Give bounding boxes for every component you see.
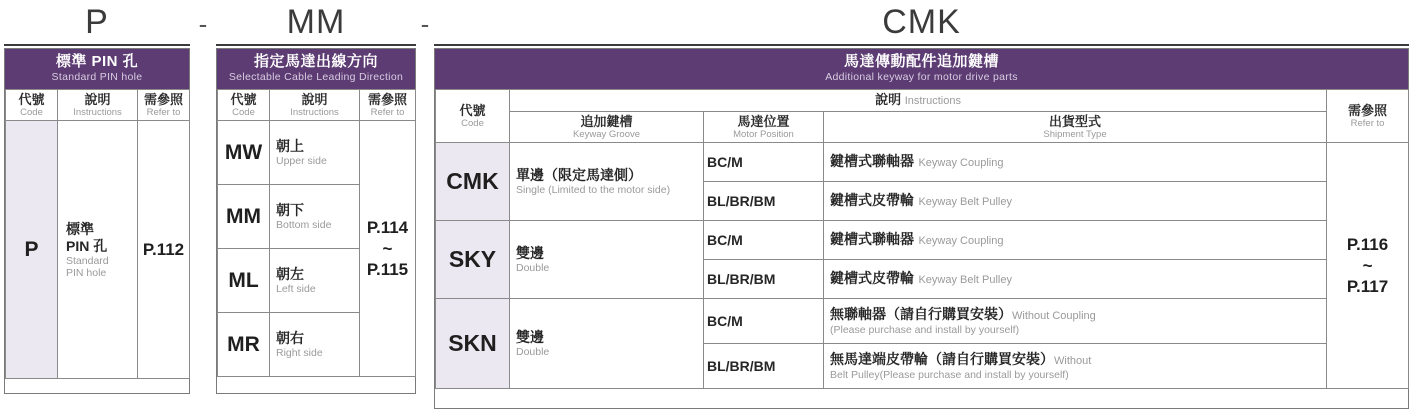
block3-header-cn: 馬達傳動配件追加鍵槽 (843, 53, 999, 70)
block1-table (5, 89, 190, 379)
block1-col-code (6, 90, 58, 121)
block2-row-3-code: MR (218, 313, 270, 377)
block2-col-refer-en: Refer to (370, 107, 405, 118)
block3-refer-line2: ~ (1362, 256, 1373, 275)
block3-col-code (436, 90, 510, 143)
block2-row-3-cn: 朝右 (276, 330, 304, 346)
block3-group-0-keyway-en: Single (Limited to the motor side) (516, 184, 671, 196)
block2-col-desc-en: Instructions (290, 107, 339, 118)
code-row (0, 0, 1415, 44)
code-dash-2: - (420, 9, 430, 39)
block3-group-0-keyway (510, 143, 704, 221)
table-row (436, 221, 1409, 260)
code-label-p: P (85, 3, 109, 41)
block-cable-leading-direction (216, 48, 416, 394)
block3-group-0-keyway-cn: 單邊（限定馬達側） (516, 167, 642, 183)
block3-group-2-row-1-ship (824, 344, 1327, 389)
block1-row-desc-cn-1: 標準 (66, 220, 94, 237)
block2-row-0-cn: 朝上 (276, 138, 304, 154)
code-label-cmk: CMK (882, 3, 961, 41)
block2-row-3-desc (270, 313, 360, 377)
block3-subcol-position-cn: 馬達位置 (737, 114, 790, 129)
block3-group-1-row-0-ship-cn: 鍵槽式聯軸器 (830, 231, 914, 247)
block3-group-2-row-0-ship-cn: 無聯軸器（請自行購買安裝） (830, 306, 1012, 323)
block3-col-refer (1327, 90, 1409, 143)
block-standard-pin-hole (4, 48, 190, 394)
block1-row-code: P (6, 121, 58, 379)
block1-row-desc (58, 121, 138, 379)
block3-group-2-row-0-ship-en: Without Coupling (1012, 310, 1096, 323)
table-header-row (6, 90, 190, 121)
block2-col-code (218, 90, 270, 121)
block3-group-1-row-1-position: BL/BR/BM (704, 260, 824, 299)
block3-group-1-row-0-position: BC/M (704, 221, 824, 260)
block3-group-2-code: SKN (436, 299, 510, 389)
block2-col-desc (270, 90, 360, 121)
block3-group-2-row-0-position: BC/M (704, 299, 824, 344)
block3-group-0-row-0-ship (824, 143, 1327, 182)
block3-subcol-ship (824, 112, 1327, 143)
block3-group-0-row-0-ship-en: Keyway Coupling (918, 157, 1004, 169)
block1-header-en: Standard PIN hole (51, 71, 143, 83)
block2-table (217, 89, 416, 377)
block3-group-1-keyway (510, 221, 704, 299)
block3-subcol-ship-en: Shipment Type (1043, 129, 1107, 140)
table-row (218, 121, 416, 185)
block2-row-0-desc (270, 121, 360, 185)
block2-row-2-desc (270, 249, 360, 313)
table-header-row (436, 90, 1409, 112)
block3-subcol-position-en: Motor Position (733, 129, 794, 140)
block3-col-code-en: Code (461, 118, 484, 129)
block2-col-refer-cn: 需參照 (367, 92, 407, 107)
block2-refer-line3: P.115 (366, 260, 409, 279)
block3-group-2-row-0-ship (824, 299, 1327, 344)
block1-col-refer (138, 90, 190, 121)
table-header-row (218, 90, 416, 121)
block1-row-desc-cn-2: PIN 孔 (66, 237, 108, 254)
block1-header (5, 49, 189, 89)
block3-group-1-row-0-ship (824, 221, 1327, 260)
code-label-mm: MM (286, 3, 346, 41)
block3-col-group-cn: 說明 (875, 92, 902, 107)
block3-group-0-row-0-position: BC/M (704, 143, 824, 182)
block2-row-0-en: Upper side (276, 155, 327, 167)
block3-col-group (510, 90, 1327, 112)
block2-row-1-desc (270, 185, 360, 249)
block2-header-en: Selectable Cable Leading Direction (228, 71, 404, 83)
block2-row-1-code: MM (218, 185, 270, 249)
block2-row-3-en: Right side (276, 347, 323, 359)
block3-group-0-row-0-ship-cn: 鍵槽式聯軸器 (830, 153, 914, 169)
block3-col-group-en: Instructions (904, 95, 961, 107)
table-row (6, 121, 190, 379)
block3-group-1-keyway-en: Double (516, 262, 550, 274)
block3-group-2-keyway-cn: 雙邊 (516, 329, 544, 345)
block3-group-2-row-1-ship-en2: Belt Pulley(Please purchase and install by yourself) (830, 368, 1069, 381)
block1-header-cn: 標準 PIN 孔 (55, 53, 139, 70)
block3-col-refer-en: Refer to (1350, 118, 1385, 129)
block3-group-1-row-1-ship (824, 260, 1327, 299)
block-additional-keyway (434, 48, 1409, 409)
block1-col-code-cn: 代號 (18, 92, 45, 107)
block2-header-cn: 指定馬達出線方向 (253, 53, 378, 70)
block3-group-0-row-1-ship-en: Keyway Belt Pulley (918, 196, 1012, 208)
code-underline-mm (216, 44, 416, 46)
block3-group-1-keyway-cn: 雙邊 (516, 245, 544, 261)
block2-col-code-cn: 代號 (230, 92, 257, 107)
block1-row-refer: P.112 (138, 121, 190, 379)
block3-col-code-cn: 代號 (459, 103, 486, 118)
code-underline-p (4, 44, 190, 46)
block3-refer-line1: P.116 (1346, 235, 1389, 254)
block3-group-2-row-0-ship-en2: (Please purchase and install by yourself) (830, 323, 1020, 336)
block2-row-1-en: Bottom side (276, 219, 332, 231)
block2-col-code-en: Code (232, 107, 255, 118)
block1-row-desc-en-1: Standard (66, 254, 109, 267)
table-subheader-row (436, 112, 1409, 143)
table-row (436, 299, 1409, 344)
block3-group-2-keyway-en: Double (516, 346, 550, 358)
block1-col-code-en: Code (20, 107, 43, 118)
table-row (436, 143, 1409, 182)
block3-group-1-code: SKY (436, 221, 510, 299)
block3-col-refer-cn: 需參照 (1348, 103, 1388, 118)
block3-group-1-row-1-ship-en: Keyway Belt Pulley (918, 274, 1012, 286)
block3-group-2-row-1-ship-en: Without (1054, 355, 1092, 368)
block3-group-0-code: CMK (436, 143, 510, 221)
block2-col-desc-cn: 說明 (301, 92, 328, 107)
block3-group-2-row-1-ship-cn: 無馬達端皮帶輪（請自行購買安裝） (830, 351, 1054, 368)
block3-table (435, 89, 1409, 389)
block2-row-0-code: MW (218, 121, 270, 185)
block1-col-desc (58, 90, 138, 121)
block2-row-2-cn: 朝左 (276, 266, 304, 282)
block3-subcol-keyway (510, 112, 704, 143)
block3-group-1-row-1-ship-cn: 鍵槽式皮帶輪 (830, 270, 914, 286)
block2-row-2-code: ML (218, 249, 270, 313)
code-underline-cmk (434, 44, 1409, 46)
block2-row-2-en: Left side (276, 283, 316, 295)
block1-col-refer-en: Refer to (146, 107, 181, 118)
block2-refer-line2: ~ (382, 239, 393, 258)
block3-group-0-row-1-ship (824, 182, 1327, 221)
block3-subcol-position (704, 112, 824, 143)
block3-group-0-row-1-ship-cn: 鍵槽式皮帶輪 (830, 192, 914, 208)
block2-row-1-cn: 朝下 (276, 202, 304, 218)
block3-group-2-row-1-position: BL/BR/BM (704, 344, 824, 389)
code-dash-1: - (198, 9, 208, 39)
block3-header-en: Additional keyway for motor drive parts (825, 71, 1018, 83)
block2-col-refer (360, 90, 416, 121)
block3-group-1-row-0-ship-en: Keyway Coupling (918, 235, 1004, 247)
block2-header (217, 49, 415, 89)
block3-subcol-keyway-en: Keyway Groove (572, 129, 641, 140)
block2-refer-line1: P.114 (366, 218, 409, 237)
block3-group-2-keyway (510, 299, 704, 389)
block3-header (435, 49, 1408, 89)
block3-refer (1327, 143, 1409, 389)
block3-refer-line3: P.117 (1346, 277, 1389, 296)
block3-subcol-keyway-cn: 追加鍵槽 (580, 114, 633, 129)
block1-col-refer-cn: 需參照 (143, 92, 183, 107)
block1-row-desc-en-2: PIN hole (66, 266, 107, 279)
block2-refer (360, 121, 416, 377)
block1-col-desc-en: Instructions (73, 107, 122, 118)
block1-col-desc-cn: 說明 (84, 92, 111, 107)
block3-subcol-ship-cn: 出貨型式 (1049, 114, 1102, 129)
block3-group-0-row-1-position: BL/BR/BM (704, 182, 824, 221)
